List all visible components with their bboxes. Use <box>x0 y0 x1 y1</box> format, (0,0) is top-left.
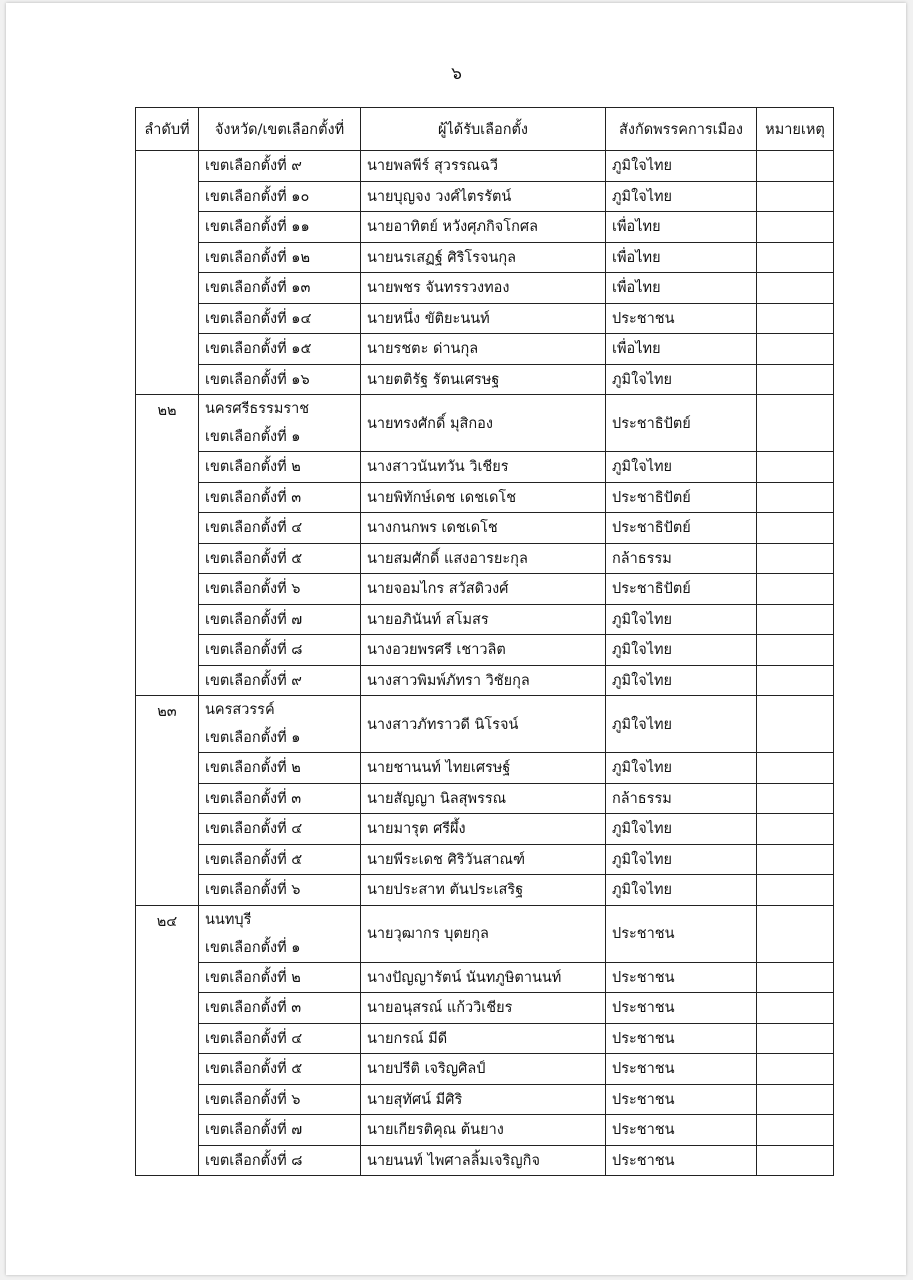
table-row <box>136 1084 834 1115</box>
remarks-cell <box>757 814 834 845</box>
elected-name-cell: นายอนุสรณ์ แก้ววิเชียร <box>361 993 606 1024</box>
elected-name-cell: นายสัญญา นิลสุพรรณ <box>361 783 606 814</box>
district-label: เขตเลือกตั้งที่ ๑๔ <box>205 310 312 327</box>
elected-name-cell: นางสาวพิมพ์ภัทรา วิชัยกุล <box>361 665 606 696</box>
district-label: เขตเลือกตั้งที่ ๘ <box>205 1152 303 1169</box>
province-name: นครสวรรค์ <box>205 702 275 718</box>
district-cell <box>199 334 361 365</box>
remarks-cell <box>757 753 834 784</box>
elected-name-cell: นางสาวภัทราวดี นิโรจน์ <box>361 696 606 753</box>
remarks-cell <box>757 962 834 993</box>
remarks-cell <box>757 181 834 212</box>
remarks-cell <box>757 242 834 273</box>
district-label: เขตเลือกตั้งที่ ๓ <box>205 489 302 506</box>
table-row <box>136 783 834 814</box>
district-cell <box>199 212 361 243</box>
table-row <box>136 635 834 666</box>
table-row <box>136 1054 834 1085</box>
district-cell <box>199 993 361 1024</box>
elected-name-cell: นายพิทักษ์เดช เดชเดโช <box>361 482 606 513</box>
party-cell: ประชาชน <box>606 1084 757 1115</box>
remarks-cell <box>757 334 834 365</box>
table-row <box>136 844 834 875</box>
district-label: เขตเลือกตั้งที่ ๑๐ <box>205 188 310 205</box>
table-header-row <box>136 108 834 151</box>
district-label: เขตเลือกตั้งที่ ๕ <box>205 851 303 868</box>
party-cell: ประชาธิปัตย์ <box>606 574 757 605</box>
district-cell <box>199 242 361 273</box>
table-row <box>136 905 834 962</box>
elected-name-cell: นายอภินันท์ สโมสร <box>361 604 606 635</box>
table-row <box>136 574 834 605</box>
elected-name-cell: นางปัญญารัตน์ นันทภูษิตานนท์ <box>361 962 606 993</box>
table-row <box>136 814 834 845</box>
party-cell: กล้าธรรม <box>606 783 757 814</box>
table-row <box>136 452 834 483</box>
district-cell <box>199 696 361 753</box>
election-results-table <box>135 107 834 1176</box>
table-row <box>136 364 834 395</box>
table-row <box>136 303 834 334</box>
district-cell <box>199 814 361 845</box>
remarks-cell <box>757 1145 834 1176</box>
party-cell: ภูมิใจไทย <box>606 604 757 635</box>
elected-name-cell: นายกรณ์ มีดี <box>361 1023 606 1054</box>
elected-name-cell: นายสมศักดิ์ แสงอารยะกุล <box>361 543 606 574</box>
district-label: เขตเลือกตั้งที่ ๙ <box>205 158 302 175</box>
district-cell <box>199 844 361 875</box>
party-cell: ภูมิใจไทย <box>606 696 757 753</box>
district-cell <box>199 1054 361 1085</box>
table-row <box>136 543 834 574</box>
remarks-cell <box>757 783 834 814</box>
party-cell: ประชาธิปัตย์ <box>606 513 757 544</box>
party-cell: ภูมิใจไทย <box>606 151 757 182</box>
district-cell <box>199 543 361 574</box>
remarks-cell <box>757 574 834 605</box>
table-row <box>136 151 834 182</box>
party-cell: กล้าธรรม <box>606 543 757 574</box>
district-cell <box>199 753 361 784</box>
district-label: เขตเลือกตั้งที่ ๕ <box>205 550 303 567</box>
party-cell: ประชาชน <box>606 905 757 962</box>
remarks-cell <box>757 665 834 696</box>
district-label: เขตเลือกตั้งที่ ๑๖ <box>205 371 310 388</box>
header-order: ลำดับที่ <box>136 108 199 151</box>
district-cell <box>199 482 361 513</box>
elected-name-cell: นางอวยพรศรี เชาวลิต <box>361 635 606 666</box>
page-number: ๖ <box>451 64 462 84</box>
remarks-cell <box>757 395 834 452</box>
district-label: เขตเลือกตั้งที่ ๖ <box>205 1091 301 1108</box>
elected-name-cell: นายรชตะ ด่านกุล <box>361 334 606 365</box>
district-label: เขตเลือกตั้งที่ ๓ <box>205 1000 302 1017</box>
party-cell: ประชาชน <box>606 1054 757 1085</box>
order-cell <box>136 151 199 395</box>
party-cell: ประชาชน <box>606 962 757 993</box>
remarks-cell <box>757 543 834 574</box>
province-name: นครศรีธรรมราช <box>205 401 310 417</box>
header-party: สังกัดพรรคการเมือง <box>606 108 757 151</box>
district-cell <box>199 395 361 452</box>
elected-name-cell: นายอาทิตย์ หวังศุภกิจโกศล <box>361 212 606 243</box>
remarks-cell <box>757 273 834 304</box>
table-row <box>136 273 834 304</box>
remarks-cell <box>757 452 834 483</box>
elected-name-cell: นายเกียรติคุณ ต้นยาง <box>361 1115 606 1146</box>
order-cell: ๒๓ <box>136 696 199 906</box>
district-label: เขตเลือกตั้งที่ ๖ <box>205 581 301 598</box>
table-row <box>136 604 834 635</box>
district-label: เขตเลือกตั้งที่ ๑๓ <box>205 280 311 297</box>
district-label: เขตเลือกตั้งที่ ๔ <box>205 821 303 838</box>
remarks-cell <box>757 905 834 962</box>
district-label: เขตเลือกตั้งที่ ๒ <box>205 760 301 777</box>
party-cell: ภูมิใจไทย <box>606 452 757 483</box>
district-cell <box>199 364 361 395</box>
elected-name-cell: นายพชร จันทรรวงทอง <box>361 273 606 304</box>
elected-name-cell: นายมารุต ศรีผึ้ง <box>361 814 606 845</box>
district-cell <box>199 1115 361 1146</box>
table-row <box>136 1115 834 1146</box>
remarks-cell <box>757 151 834 182</box>
district-cell <box>199 273 361 304</box>
district-label: เขตเลือกตั้งที่ ๑๕ <box>205 341 312 358</box>
remarks-cell <box>757 1084 834 1115</box>
district-label: เขตเลือกตั้งที่ ๑๒ <box>205 249 311 266</box>
district-cell <box>199 513 361 544</box>
party-cell: ประชาชน <box>606 993 757 1024</box>
district-label: เขตเลือกตั้งที่ ๑ <box>205 730 301 746</box>
district-cell <box>199 1084 361 1115</box>
district-label: เขตเลือกตั้งที่ ๒ <box>205 969 301 986</box>
elected-name-cell: นายหนึ่ง ขัติยะนนท์ <box>361 303 606 334</box>
district-label: เขตเลือกตั้งที่ ๘ <box>205 642 303 659</box>
party-cell: ภูมิใจไทย <box>606 753 757 784</box>
elected-name-cell: นายทรงศักดิ์ มุสิกอง <box>361 395 606 452</box>
party-cell: ประชาธิปัตย์ <box>606 482 757 513</box>
remarks-cell <box>757 303 834 334</box>
party-cell: ภูมิใจไทย <box>606 814 757 845</box>
remarks-cell <box>757 844 834 875</box>
party-cell: ประชาธิปัตย์ <box>606 395 757 452</box>
remarks-cell <box>757 604 834 635</box>
table-row <box>136 1023 834 1054</box>
remarks-cell <box>757 1115 834 1146</box>
order-cell: ๒๔ <box>136 905 199 1176</box>
table-row <box>136 395 834 452</box>
elected-name-cell: นางกนกพร เดชเดโช <box>361 513 606 544</box>
district-label: เขตเลือกตั้งที่ ๓ <box>205 790 302 807</box>
remarks-cell <box>757 1023 834 1054</box>
elected-name-cell: นายนนท์ ไพศาลลิ้มเจริญกิจ <box>361 1145 606 1176</box>
elected-name-cell: นายจอมไกร สวัสดิวงศ์ <box>361 574 606 605</box>
remarks-cell <box>757 364 834 395</box>
elected-name-cell: นายสุทัศน์ มีศิริ <box>361 1084 606 1115</box>
table-row <box>136 334 834 365</box>
party-cell: ภูมิใจไทย <box>606 635 757 666</box>
party-cell: เพื่อไทย <box>606 242 757 273</box>
elected-name-cell: นายปรีติ เจริญศิลป์ <box>361 1054 606 1085</box>
district-cell <box>199 1145 361 1176</box>
party-cell: ภูมิใจไทย <box>606 181 757 212</box>
district-cell <box>199 665 361 696</box>
elected-name-cell: นายวุฒากร บุตยกุล <box>361 905 606 962</box>
party-cell: เพื่อไทย <box>606 273 757 304</box>
district-cell <box>199 151 361 182</box>
elected-name-cell: นายพลพีร์ สุวรรณฉวี <box>361 151 606 182</box>
district-cell <box>199 875 361 906</box>
header-province-district: จังหวัด/เขตเลือกตั้งที่ <box>199 108 361 151</box>
elected-name-cell: นายชานนท์ ไทยเศรษฐ์ <box>361 753 606 784</box>
district-label: เขตเลือกตั้งที่ ๑๑ <box>205 219 310 236</box>
party-cell: ภูมิใจไทย <box>606 875 757 906</box>
table-row <box>136 696 834 753</box>
district-label: เขตเลือกตั้งที่ ๗ <box>205 1122 303 1139</box>
table-row <box>136 482 834 513</box>
district-label: เขตเลือกตั้งที่ ๔ <box>205 520 303 537</box>
remarks-cell <box>757 993 834 1024</box>
remarks-cell <box>757 1054 834 1085</box>
elected-name-cell: นายประสาท ตันประเสริฐ <box>361 875 606 906</box>
party-cell: ประชาชน <box>606 303 757 334</box>
table-row <box>136 212 834 243</box>
table-row <box>136 962 834 993</box>
order-cell: ๒๒ <box>136 395 199 696</box>
party-cell: ประชาชน <box>606 1115 757 1146</box>
party-cell: เพื่อไทย <box>606 212 757 243</box>
district-cell <box>199 604 361 635</box>
party-cell: ภูมิใจไทย <box>606 844 757 875</box>
district-cell <box>199 452 361 483</box>
table-row <box>136 665 834 696</box>
district-label: เขตเลือกตั้งที่ ๗ <box>205 611 303 628</box>
district-cell <box>199 635 361 666</box>
elected-name-cell: นายนรเสฏฐ์ ศิริโรจนกุล <box>361 242 606 273</box>
district-label: เขตเลือกตั้งที่ ๑ <box>205 939 301 956</box>
remarks-cell <box>757 635 834 666</box>
district-cell <box>199 574 361 605</box>
district-cell <box>199 783 361 814</box>
district-label: เขตเลือกตั้งที่ ๕ <box>205 1061 303 1078</box>
remarks-cell <box>757 875 834 906</box>
district-cell <box>199 181 361 212</box>
elected-name-cell: นายบุญจง วงศ์ไตรรัตน์ <box>361 181 606 212</box>
remarks-cell <box>757 212 834 243</box>
table-row <box>136 753 834 784</box>
elected-name-cell: นายตติรัฐ รัตนเศรษฐ <box>361 364 606 395</box>
district-label: เขตเลือกตั้งที่ ๒ <box>205 459 301 476</box>
header-remarks: หมายเหตุ <box>757 108 834 151</box>
table-row <box>136 875 834 906</box>
district-label: เขตเลือกตั้งที่ ๙ <box>205 672 302 689</box>
table-row <box>136 993 834 1024</box>
district-cell <box>199 303 361 334</box>
district-cell <box>199 905 361 962</box>
party-cell: ภูมิใจไทย <box>606 665 757 696</box>
district-cell <box>199 1023 361 1054</box>
table-row <box>136 513 834 544</box>
party-cell: ประชาชน <box>606 1145 757 1176</box>
elected-name-cell: นายพีระเดช ศิริวันสาณฑ์ <box>361 844 606 875</box>
district-label: เขตเลือกตั้งที่ ๔ <box>205 1030 303 1047</box>
table-row <box>136 242 834 273</box>
header-elected: ผู้ได้รับเลือกตั้ง <box>361 108 606 151</box>
party-cell: ภูมิใจไทย <box>606 364 757 395</box>
remarks-cell <box>757 482 834 513</box>
province-name: นนทบุรี <box>205 911 252 928</box>
table-body <box>136 151 834 1176</box>
elected-name-cell: นางสาวนันทวัน วิเชียร <box>361 452 606 483</box>
district-label: เขตเลือกตั้งที่ ๑ <box>205 429 301 445</box>
district-label: เขตเลือกตั้งที่ ๖ <box>205 882 301 899</box>
table-row <box>136 181 834 212</box>
district-cell <box>199 962 361 993</box>
remarks-cell <box>757 513 834 544</box>
table-row <box>136 1145 834 1176</box>
remarks-cell <box>757 696 834 753</box>
party-cell: ประชาชน <box>606 1023 757 1054</box>
party-cell: เพื่อไทย <box>606 334 757 365</box>
